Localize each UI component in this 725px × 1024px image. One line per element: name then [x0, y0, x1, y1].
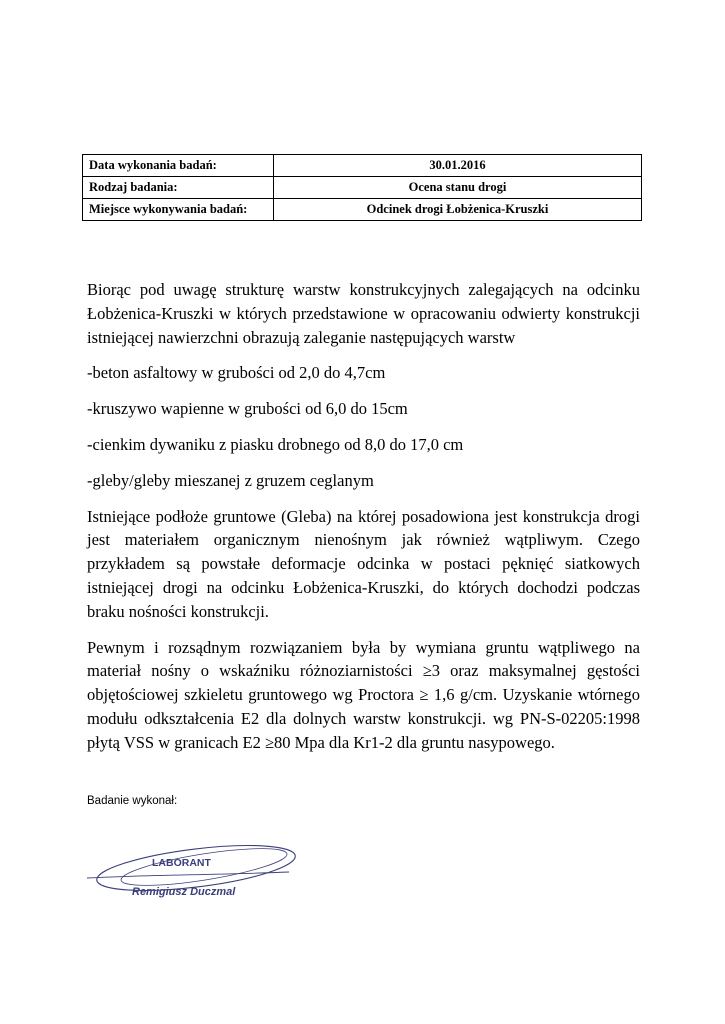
- date-value: 30.01.2016: [274, 155, 642, 177]
- table-row: [83, 155, 642, 177]
- location-value: Odcinek drogi Łobżenica-Kruszki: [274, 199, 642, 221]
- layer-item: -beton asfaltowy w grubości od 2,0 do 4,7cm: [87, 363, 386, 383]
- stamp-title: LABORANT: [152, 857, 211, 869]
- signature-stamp: [84, 842, 299, 904]
- layer-item: -cienkim dywaniku z piasku drobnego od 8,0 do 17,0 cm: [87, 434, 464, 454]
- stamp-name: Remigiusz Duczmal: [132, 886, 236, 898]
- layer-item: -kruszywo wapienne w grubości od 6,0 do 15cm: [87, 399, 408, 419]
- intro-paragraph: Biorąc pod uwagę strukturę warstw konstrukcyjnych zalegających na odcinku Łobżenica-Kruszki w których przedstawione w opracowaniu odwierty konstrukcji istniejącej nawierzchni obrazują zaleganie następujących warstw: [87, 280, 640, 347]
- solution-paragraph: Pewnym i rozsądnym rozwiązaniem była by wymiana gruntu wątpliwego na materiał nośny o wskaźniku różnoziarnistości ≥3 oraz maksymalnej gęstości objętościowej szkieletu gruntowego wg Proctora ≥ 1,6 g/cm. Uzyskanie wtórnego modułu odkształcenia E2 dla dolnych warstw konstrukcji. wg PN-S-02205:1998 płytą VSS w granicach E2 ≥80 Mpa dla Kr1-2 dla gruntu nasypowego.: [87, 637, 640, 752]
- table-row: [83, 199, 642, 221]
- layer-item: -gleby/gleby mieszanej z gruzem ceglanym: [87, 470, 374, 490]
- location-label: Miejsce wykonywania badań:: [83, 199, 274, 221]
- signature-label: Badanie wykonał:: [87, 795, 178, 807]
- subgrade-paragraph: Istniejące podłoże gruntowe (Gleba) na której posadowiona jest konstrukcja drogi jest materiałem organicznym nienośnym jak również wątpliwym. Czego przykładem są powstałe deformacje odcinka w postaci pęknięć siatkowych istniejącej drogi na odcinku Łobżenica-Kruszki, do których dochodzi podczas braku nośności konstrukcji.: [87, 506, 640, 621]
- info-table: [82, 154, 642, 221]
- test-type-value: Ocena stanu drogi: [274, 177, 642, 199]
- date-label: Data wykonania badań:: [83, 155, 274, 177]
- table-row: [83, 177, 642, 199]
- report-body: [87, 278, 640, 767]
- test-type-label: Rodzaj badania:: [83, 177, 274, 199]
